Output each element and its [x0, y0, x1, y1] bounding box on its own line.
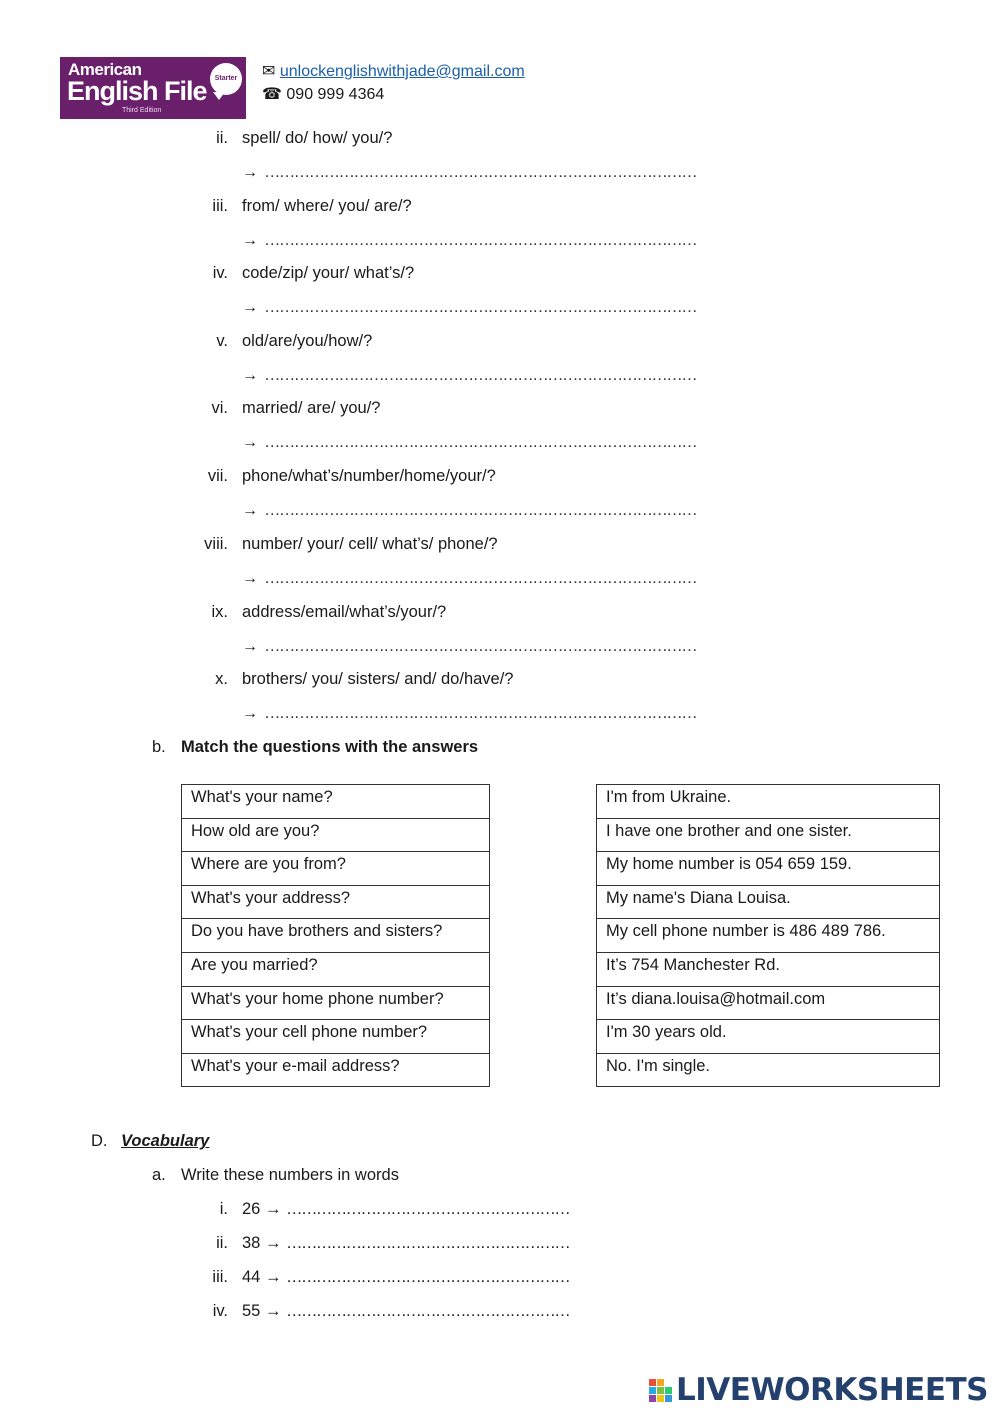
- answer-dots: ……………………………………………………………………………: [264, 569, 697, 587]
- vocab-a-letter: a.: [152, 1166, 166, 1184]
- arrow-icon: →: [242, 367, 258, 384]
- answer-line[interactable]: [242, 704, 696, 723]
- table-row: [182, 986, 490, 1020]
- arrow-icon: →: [242, 570, 258, 587]
- match-question[interactable]: Do you have brothers and sisters?: [182, 919, 490, 953]
- question-text: from/ where/ you/ are/?: [242, 197, 412, 215]
- number-item[interactable]: [242, 1302, 569, 1321]
- arrow-icon: →: [242, 164, 258, 181]
- liveworksheets-logo: [649, 1372, 988, 1408]
- number-dots: …………………………………………………: [286, 1200, 570, 1218]
- match-answers-table: [596, 784, 940, 1087]
- table-row: [182, 1020, 490, 1054]
- table-row: [597, 919, 940, 953]
- question-number: x.: [215, 670, 228, 688]
- match-question[interactable]: Where are you from?: [182, 852, 490, 886]
- question-text: brothers/ you/ sisters/ and/ do/have/?: [242, 670, 514, 688]
- question-text: married/ are/ you/?: [242, 399, 381, 417]
- answer-dots: ……………………………………………………………………………: [264, 231, 697, 249]
- email-row: [262, 61, 525, 81]
- answer-line[interactable]: [242, 569, 696, 588]
- email-link[interactable]: unlockenglishwithjade@gmail.com: [279, 63, 525, 80]
- answer-line[interactable]: [242, 637, 696, 656]
- number-value: 38: [242, 1234, 261, 1252]
- table-row: [597, 852, 940, 886]
- match-answer[interactable]: My home number is 054 659 159.: [597, 852, 940, 886]
- arrow-icon: →: [242, 434, 258, 451]
- table-row: [597, 1053, 940, 1087]
- match-answer[interactable]: It’s 754 Manchester Rd.: [597, 952, 940, 986]
- number-item-index: iii.: [212, 1268, 228, 1286]
- match-answer[interactable]: My cell phone number is 486 489 786.: [597, 919, 940, 953]
- match-answer[interactable]: I'm from Ukraine.: [597, 785, 940, 819]
- table-row: [182, 885, 490, 919]
- table-row: [597, 986, 940, 1020]
- match-question[interactable]: How old are you?: [182, 818, 490, 852]
- question-number: ii.: [216, 129, 228, 147]
- arrow-icon: →: [242, 502, 258, 519]
- phone-number: 090 999 4364: [286, 86, 385, 103]
- logo-edition: Third Edition: [122, 107, 162, 114]
- arrow-icon: →: [264, 1302, 282, 1320]
- table-row: [597, 785, 940, 819]
- match-question[interactable]: What's your address?: [182, 885, 490, 919]
- match-question[interactable]: Are you married?: [182, 952, 490, 986]
- question-text: spell/ do/ how/ you/?: [242, 129, 393, 147]
- table-row: [597, 952, 940, 986]
- table-row: [182, 1053, 490, 1087]
- table-row: [182, 818, 490, 852]
- question-number: vii.: [207, 467, 228, 485]
- logo-badge: Starter: [210, 63, 242, 95]
- match-question[interactable]: What's your home phone number?: [182, 986, 490, 1020]
- liveworksheets-brand: LIVEWORKSHEETS: [676, 1372, 988, 1408]
- arrow-icon: →: [264, 1234, 282, 1252]
- match-question[interactable]: What's your cell phone number?: [182, 1020, 490, 1054]
- number-item[interactable]: [242, 1234, 569, 1253]
- table-row: [182, 785, 490, 819]
- liveworksheets-blocks-icon: [649, 1377, 673, 1403]
- question-number: iv.: [212, 264, 228, 282]
- phone-row: [262, 84, 384, 104]
- number-value: 26: [242, 1200, 261, 1218]
- number-dots: …………………………………………………: [286, 1234, 570, 1252]
- number-item[interactable]: [242, 1200, 569, 1219]
- number-value: 55: [242, 1302, 261, 1320]
- answer-dots: ……………………………………………………………………………: [264, 298, 697, 316]
- answer-line[interactable]: [242, 433, 696, 452]
- question-number: iii.: [212, 197, 228, 215]
- match-question[interactable]: What's your name?: [182, 785, 490, 819]
- answer-dots: ……………………………………………………………………………: [264, 704, 697, 722]
- question-text: phone/what’s/number/home/your/?: [242, 467, 496, 485]
- answer-line[interactable]: [242, 298, 696, 317]
- number-item-index: i.: [219, 1200, 228, 1218]
- question-number: v.: [216, 332, 228, 350]
- vocab-a-title: Write these numbers in words: [181, 1166, 399, 1184]
- arrow-icon: →: [242, 705, 258, 722]
- section-b-title: Match the questions with the answers: [181, 738, 479, 756]
- logo-line2: English File: [67, 76, 207, 106]
- section-d-letter: D.: [91, 1132, 108, 1150]
- match-questions-table: [181, 784, 490, 1087]
- number-dots: …………………………………………………: [286, 1302, 570, 1320]
- answer-line[interactable]: [242, 163, 696, 182]
- match-question[interactable]: What's your e-mail address?: [182, 1053, 490, 1087]
- number-value: 44: [242, 1268, 261, 1286]
- number-item-index: iv.: [212, 1302, 228, 1320]
- answer-dots: ……………………………………………………………………………: [264, 637, 697, 655]
- match-answer[interactable]: My name's Diana Louisa.: [597, 885, 940, 919]
- table-row: [597, 885, 940, 919]
- table-row: [182, 919, 490, 953]
- match-answer[interactable]: I have one brother and one sister.: [597, 818, 940, 852]
- arrow-icon: →: [264, 1200, 282, 1218]
- section-d-title: Vocabulary: [121, 1132, 210, 1150]
- question-text: old/are/you/how/?: [242, 332, 373, 350]
- section-b-letter: b.: [152, 738, 166, 756]
- american-english-file-logo: [60, 57, 246, 119]
- match-answer[interactable]: It’s diana.louisa@hotmail.com: [597, 986, 940, 1020]
- answer-line[interactable]: [242, 231, 696, 250]
- phone-icon: ☎: [262, 86, 282, 103]
- number-item-index: ii.: [216, 1234, 228, 1252]
- answer-dots: ……………………………………………………………………………: [264, 433, 697, 451]
- answer-line[interactable]: [242, 366, 696, 385]
- arrow-icon: →: [242, 299, 258, 316]
- answer-line[interactable]: [242, 501, 696, 520]
- answer-dots: ……………………………………………………………………………: [264, 366, 697, 384]
- table-row: [182, 952, 490, 986]
- question-text: number/ your/ cell/ what’s/ phone/?: [242, 535, 498, 553]
- question-text: code/zip/ your/ what’s/?: [242, 264, 415, 282]
- table-row: [182, 852, 490, 886]
- question-number: viii.: [204, 535, 228, 553]
- answer-dots: ……………………………………………………………………………: [264, 501, 697, 519]
- arrow-icon: →: [242, 232, 258, 249]
- number-dots: …………………………………………………: [286, 1268, 570, 1286]
- table-row: [597, 1020, 940, 1054]
- match-answer[interactable]: No. I'm single.: [597, 1053, 940, 1087]
- email-icon: ✉: [262, 63, 276, 80]
- match-answer[interactable]: I'm 30 years old.: [597, 1020, 940, 1054]
- table-row: [597, 818, 940, 852]
- question-text: address/email/what’s/your/?: [242, 603, 447, 621]
- arrow-icon: →: [242, 638, 258, 655]
- question-number: vi.: [211, 399, 228, 417]
- logo-line1: American: [68, 60, 142, 79]
- question-number: ix.: [211, 603, 228, 621]
- number-item[interactable]: [242, 1268, 569, 1287]
- arrow-icon: →: [264, 1268, 282, 1286]
- answer-dots: ……………………………………………………………………………: [264, 163, 697, 181]
